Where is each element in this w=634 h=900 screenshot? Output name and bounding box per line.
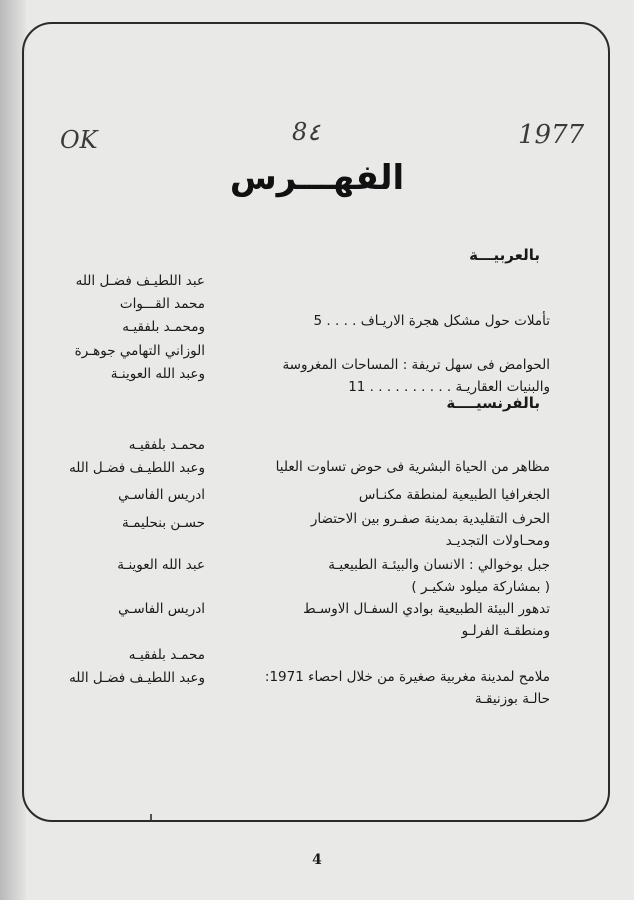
article-line: مظاهر من الحياة البشرية فى حوض تساوت العليا bbox=[275, 459, 550, 475]
article-line: ومحـاولات التجديـد bbox=[445, 533, 550, 549]
page-number: 4 bbox=[312, 852, 322, 868]
toc-entry bbox=[70, 508, 550, 552]
author-line: وعبد الله العوينـة bbox=[110, 366, 205, 382]
author-line: محمـد بلفقيـه bbox=[128, 647, 205, 663]
toc-entry bbox=[70, 554, 550, 598]
article-line: جبل بوخوالي : الانسان والبيئـة الطبيعيـة bbox=[328, 557, 550, 573]
entry-article bbox=[235, 554, 550, 598]
entry-article bbox=[235, 644, 550, 710]
entry-article bbox=[235, 598, 550, 642]
article-line: والبنيات العقاريـة . . . . . . . . . . 11 bbox=[348, 379, 550, 395]
entry-authors bbox=[70, 644, 205, 710]
toc-entry bbox=[70, 598, 550, 642]
author-line: محمد القـــوات bbox=[119, 296, 205, 312]
article-line: حالـة بوزنيقـة bbox=[474, 691, 550, 707]
author-line: حسـن بنحليمـة bbox=[122, 515, 205, 531]
french-section-heading: بالفرنسيــــة bbox=[446, 394, 540, 412]
entry-article bbox=[235, 484, 550, 507]
entry-article bbox=[235, 434, 550, 480]
entry-article bbox=[235, 340, 550, 398]
article-line bbox=[235, 434, 550, 456]
article-line bbox=[235, 644, 550, 666]
toc-entry bbox=[70, 340, 550, 398]
author-line: ومحمـد بلفقيـه bbox=[122, 319, 205, 335]
entry-authors bbox=[70, 598, 205, 642]
entry-authors bbox=[70, 508, 205, 552]
article-line: ( بمشاركة ميلود شكيـر ) bbox=[411, 579, 550, 595]
article-line: تأملات حول مشكل هجرة الاريـاف . . . . 5 bbox=[313, 313, 550, 329]
arabic-section-heading: بالعربيـــة bbox=[469, 246, 540, 264]
author-line: ادريس الفاسـي bbox=[118, 487, 205, 503]
toc-entry bbox=[70, 484, 550, 507]
author-line: عبد الله العوينـة bbox=[117, 557, 205, 573]
article-line: ومنطقـة الفرلـو bbox=[461, 623, 550, 639]
entry-article bbox=[235, 508, 550, 552]
author-line: الوزاني التهامي جوهـرة bbox=[74, 343, 205, 359]
handwritten-ok: OK bbox=[60, 126, 98, 154]
toc-entry bbox=[70, 270, 550, 339]
article-line: الحرف التقليدية بمدينة صفـرو بين الاحتضار bbox=[310, 511, 550, 527]
author-line: وعبد اللطيـف فضـل الله bbox=[69, 670, 205, 686]
article-line: الجغرافيا الطبيعية لمنطقة مكنـاس bbox=[358, 487, 550, 503]
entry-article bbox=[235, 270, 550, 339]
entry-authors bbox=[70, 554, 205, 598]
handwritten-year: 1977 bbox=[518, 120, 585, 150]
entry-authors bbox=[70, 484, 205, 507]
toc-entry bbox=[70, 644, 550, 710]
author-line: محمـد بلفقيـه bbox=[128, 437, 205, 453]
author-line: ادريس الفاسـي bbox=[118, 601, 205, 617]
entry-authors bbox=[70, 340, 205, 398]
article-line: الحوامض فى سهل تريفة : المساحات المغروسة bbox=[282, 357, 550, 373]
article-line: تدهور البيئة الطبيعية بوادي السفـال الاوسـط bbox=[303, 601, 550, 617]
author-line: عبد اللطيـف فضـل الله bbox=[75, 273, 205, 289]
page-title: الفهـــرس bbox=[229, 158, 405, 198]
scan-mark bbox=[150, 814, 152, 820]
entry-authors bbox=[70, 270, 205, 339]
author-line: وعبد اللطيـف فضـل الله bbox=[69, 460, 205, 476]
handwritten-number: 8٤ bbox=[292, 118, 321, 146]
toc-entry bbox=[70, 434, 550, 480]
entry-authors bbox=[70, 434, 205, 480]
article-line: ملامح لمدينة مغربية صغيرة من خلال احصاء 1971: bbox=[264, 669, 550, 685]
